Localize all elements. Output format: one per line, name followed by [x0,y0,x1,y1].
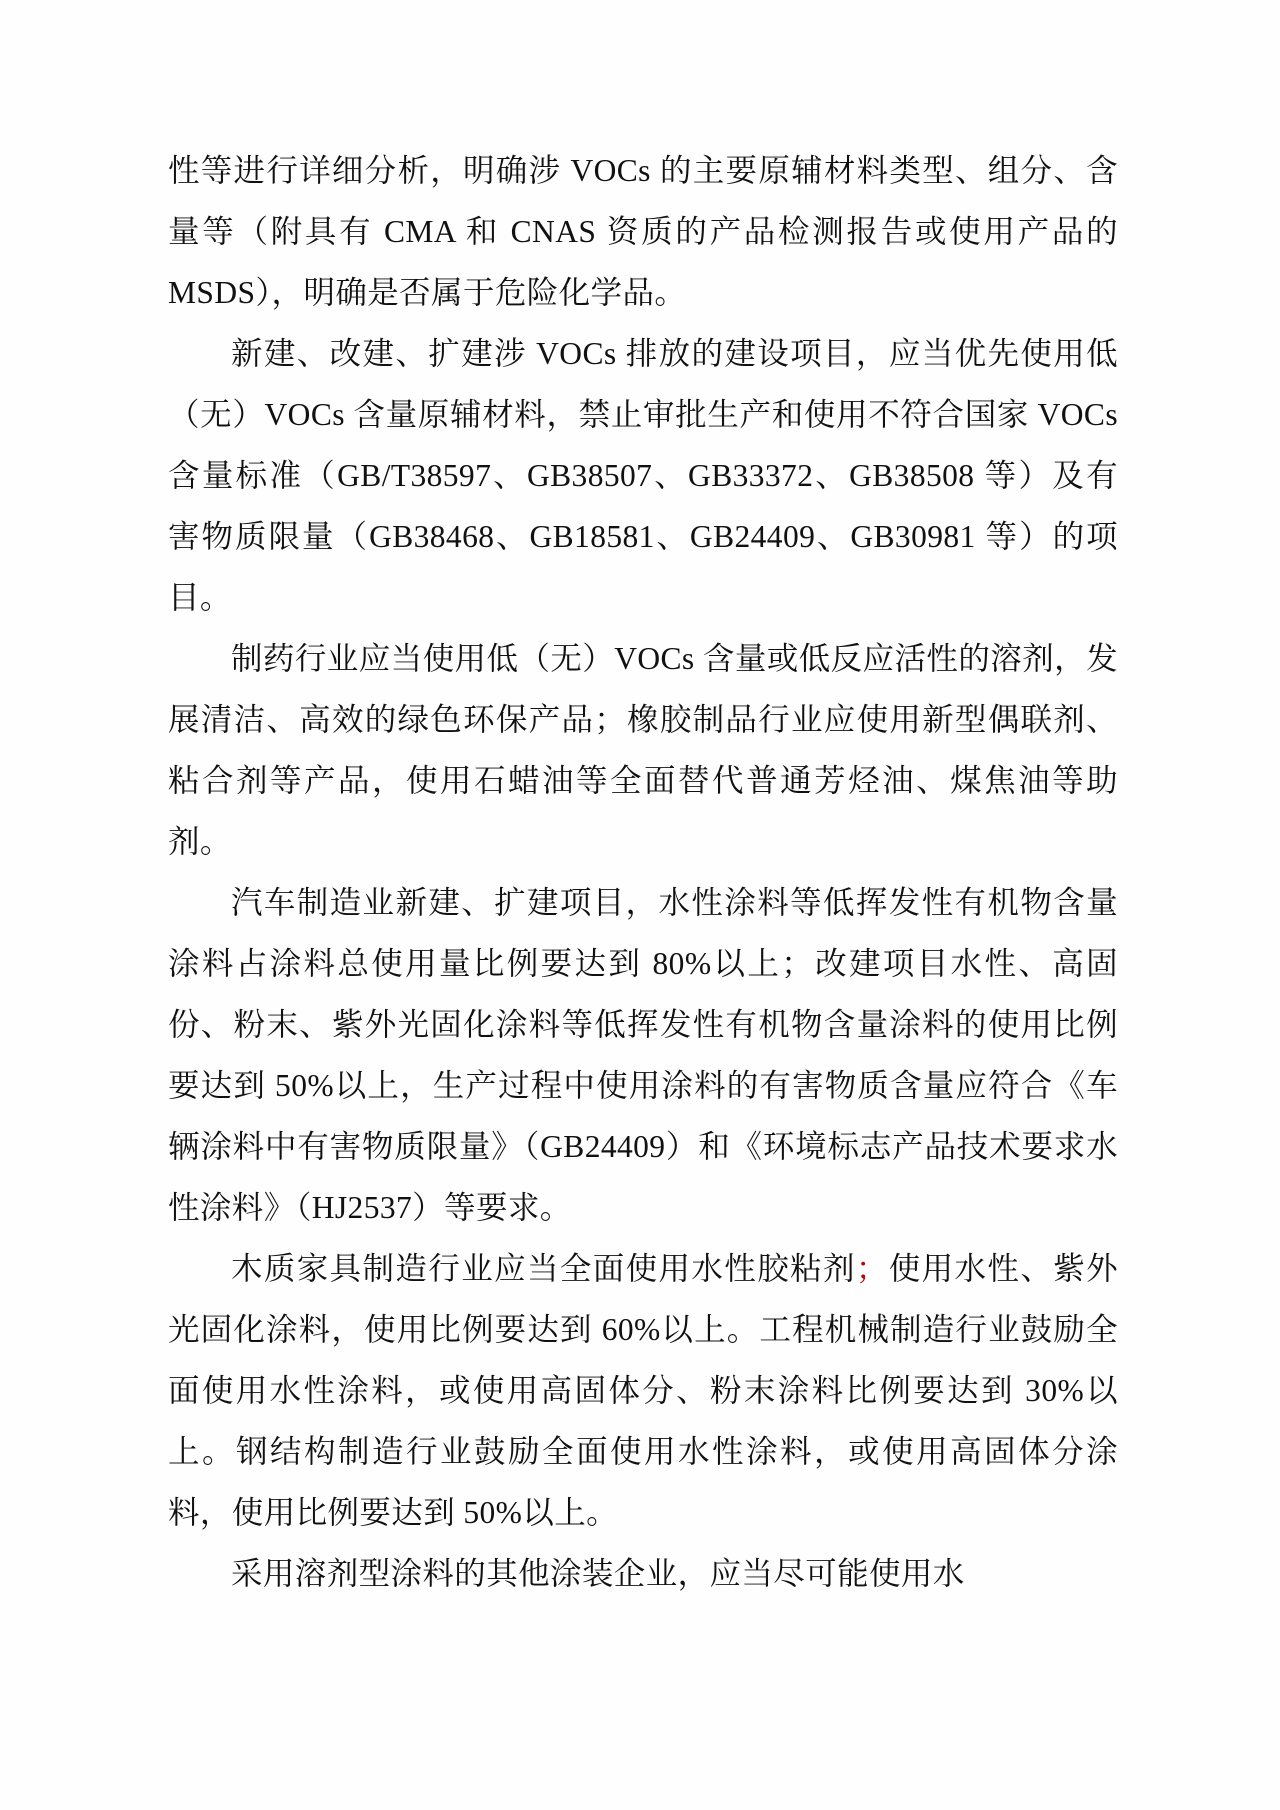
paragraph-5-segment-3: 使用水性、紫外光固化涂料，使用比例要达到 60%以上。工程机械制造行业鼓励全面使用水性涂料，或使用高固体分、粉末涂料比例要达到 30%以上。钢结构制造行业鼓励全面使用水性涂料，或使用高固体分涂料，使用比例要达到 50%以上。 [168,1251,1118,1530]
paragraph-5 [168,1238,1118,1543]
paragraph-1: 性等进行详细分析，明确涉 VOCs 的主要原辅材料类型、组分、含量等（附具有 CMA 和 CNAS 资质的产品检测报告或使用产品的 MSDS），明确是否属于危险化学品。 [168,153,1118,310]
paragraph-6: 采用溶剂型涂料的其他涂装企业，应当尽可能使用水 [231,1556,965,1591]
paragraph-3: 制药行业应当使用低（无）VOCs 含量或低反应活性的溶剂，发展清洁、高效的绿色环保产品；橡胶制品行业应使用新型偶联剂、粘合剂等产品，使用石蜡油等全面替代普通芳烃油、煤焦油等助剂。 [168,641,1118,859]
paragraph-5-segment-1: 木质家具制造行业应当全面使用水性胶粘剂 [231,1251,856,1286]
document-body [168,140,1118,1604]
paragraph-4: 汽车制造业新建、扩建项目，水性涂料等低挥发性有机物含量涂料占涂料总使用量比例要达到 80%以上；改建项目水性、高固份、粉末、紫外光固化涂料等低挥发性有机物含量涂料的使用比例要达到 50%以上，生产过程中使用涂料的有害物质含量应符合《车辆涂料中有害物质限量》（GB24409）和《环境标志产品技术要求水性涂料》（HJ2537）等要求。 [168,885,1118,1225]
paragraph-2: 新建、改建、扩建涉 VOCs 排放的建设项目，应当优先使用低（无）VOCs 含量原辅材料，禁止审批生产和使用不符合国家 VOCs 含量标准（GB/T38597、GB38507、GB33372、GB38508 等）及有害物质限量（GB38468、GB18581、GB24409、GB30981 等）的项目。 [168,336,1118,615]
paragraph-5-segment-highlight: ； [855,1251,888,1286]
